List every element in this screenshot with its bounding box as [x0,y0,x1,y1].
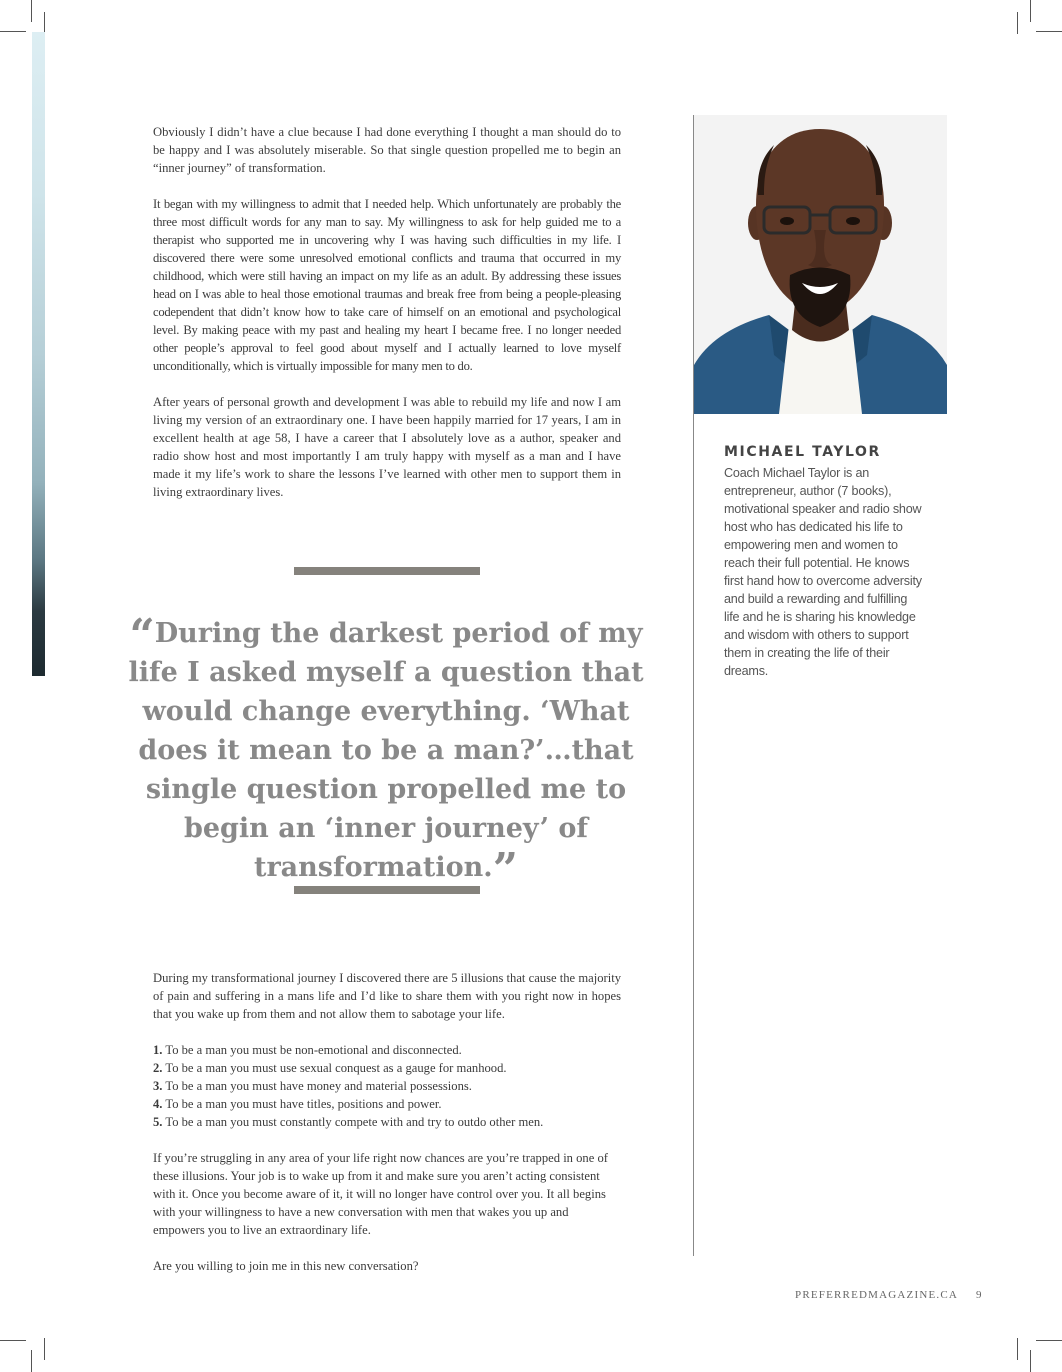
article-paragraph: If you’re struggling in any area of your life right now chances are you’re trapped in one of these illusions. Your job is to wake up from it and make sure you aren’t acting consistent with it. Once you become aware of it, it will no longer have control over you. It all begins with your willingness to have a new conversation with men that wakes you up and empowers you to live an extraordinary life. [153,1151,608,1237]
author-name: MICHAEL TAYLOR [724,444,881,460]
list-text: To be a man you must constantly compete with and try to outdo other men. [165,1115,544,1129]
article-column-top [153,123,621,519]
list-item [153,1077,621,1095]
crop-mark [1017,1338,1018,1360]
crop-mark [1036,31,1062,32]
bleed-image-strip [32,32,45,676]
open-quote-mark: “ [129,610,155,661]
article-paragraph: During my transformational journey I discovered there are 5 illusions that cause the majority of pain and suffering in a mans life and I’d like to share them with you right now in hopes that you wake up from them and not allow them to sabotage your life. [153,971,621,1021]
page-number: 9 [976,1289,983,1301]
article-paragraph: Obviously I didn’t have a clue because I had done everything I thought a man should do to be happy and I was absolutely miserable. So that single question propelled me to begin an “inner journey” of transformation. [153,125,621,175]
list-item [153,1113,621,1131]
illusions-list [153,1041,621,1131]
footer-site: PREFERREDMAGAZINE.CA [795,1289,959,1301]
article-paragraph: It began with my willingness to admit that I needed help. Which unfortunately are probably the three most difficult words for any man to say. My willingness to ask for help guided me to a therapist who supported me in uncovering why I was having such difficulties in my life. I discovered there were some unresolved emotional conflicts and trauma that occurred in my childhood, which were still having an impact on my life as an adult. By addressing these issues head on I was able to heal those emotional traumas and break free from being a people-pleasing codependent that didn’t know how to take care of himself on an emotional and psychological level. By making peace with my past and healing my heart I became free. I no longer needed other people’s approval to feel good about myself and I actually learned to love myself unconditionally, which is virtually impossible for many men to do. [153,197,621,373]
list-text: To be a man you must have titles, positions and power. [165,1097,442,1111]
list-number: 3. [153,1079,163,1093]
article-paragraph: After years of personal growth and development I was able to rebuild my life and now I am living my version of an extraordinary one. I have been happily married for 17 years, I am in excellent health at age 58, I have a career that I absolutely love as a author, speaker and radio show host and most importantly I am truly happy with myself as a man and I have made it my life’s work to share the lessons I’ve learned with other men to support them in living extraordinary lives. [153,395,621,499]
article-column-bottom [153,969,621,1293]
crop-mark [31,1350,32,1372]
list-text: To be a man you must use sexual conquest as a gauge for manhood. [165,1061,507,1075]
crop-mark [1030,1350,1031,1372]
pullquote [124,610,648,895]
crop-mark [44,12,45,34]
portrait-illustration [694,115,947,414]
crop-mark [31,0,32,22]
close-quote-mark: ” [492,844,518,895]
list-item [153,1059,621,1077]
pullquote-text: During the darkest period of my life I asked myself a question that would change everything. ‘What does it mean to be a man?’…that single question propelled me to begin an ‘inner journey’ of transformation. [128,618,644,883]
crop-mark [44,1338,45,1360]
list-number: 2. [153,1061,163,1075]
pullquote-bottom-rule [294,886,480,894]
list-number: 5. [153,1115,163,1129]
author-photo [694,115,947,414]
pullquote-top-rule [294,567,480,575]
list-number: 1. [153,1043,163,1057]
list-number: 4. [153,1097,163,1111]
crop-mark [0,31,26,32]
crop-mark [1017,12,1018,34]
list-item [153,1095,621,1113]
author-bio: Coach Michael Taylor is an entrepreneur, author (7 books), motivational speaker and radio show host who has dedicated his life to empowering men and women to reach their full potential. He knows first hand how to overcome adversity and build a rewarding and fulfilling life and he is sharing his knowledge and wisdom with others to support them in creating the life of their dreams. [724,466,922,678]
article-paragraph: Are you willing to join me in this new conversation? [153,1259,419,1273]
list-item [153,1041,621,1059]
list-text: To be a man you must have money and material possessions. [165,1079,472,1093]
crop-mark [1036,1340,1062,1341]
crop-mark [0,1340,26,1341]
crop-mark [1030,0,1031,22]
list-text: To be a man you must be non-emotional and disconnected. [165,1043,462,1057]
